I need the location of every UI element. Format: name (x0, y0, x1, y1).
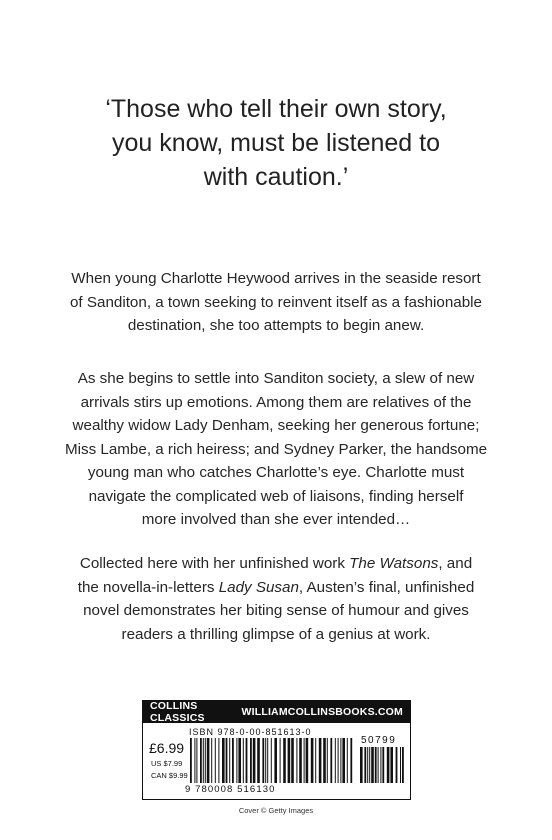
barcode-bar (360, 747, 363, 783)
barcode-bar (400, 747, 401, 783)
price-us: US $7.99 (151, 759, 183, 768)
barcode-bar (218, 738, 219, 783)
barcode-bar (274, 738, 277, 783)
barcode-bar (380, 747, 381, 783)
publisher-website: WILLIAMCOLLINSBOOKS.COM (241, 705, 403, 718)
quote-line: you know, must be listened to (112, 129, 440, 157)
barcode-bar (330, 738, 332, 783)
barcode-bar (382, 747, 384, 783)
barcode-bar (265, 738, 266, 783)
barcode-bar (375, 747, 377, 783)
barcode-bar (402, 747, 404, 783)
blurb-line: more involved than she ever intended… (141, 511, 411, 528)
barcode-bar (387, 747, 390, 783)
quote-line: ‘Those who tell their own story, (105, 95, 447, 123)
cover-quote (40, 92, 512, 194)
barcode-bar (371, 747, 374, 783)
barcode-bar (196, 738, 197, 783)
quote-line: with caution.’ (203, 163, 349, 191)
barcode-bar (311, 738, 314, 783)
blurb-line: navigate the complicated web of liaisons, finding herself (88, 487, 464, 505)
barcode-bar (299, 738, 302, 783)
blurb-line: readers a thrilling glimpse of a genius at work. (121, 625, 431, 643)
price-can: CAN $9.99 (151, 771, 188, 780)
barcode-bar (229, 738, 230, 783)
text-segment: the novella-in-letters (77, 578, 219, 596)
barcode-bar (338, 738, 339, 783)
barcode-bar (215, 738, 216, 783)
barcode-bar (250, 738, 252, 783)
blurb-line: As she begins to settle into Sanditon society, a slew of new (77, 370, 475, 387)
barcode-bar (232, 738, 234, 783)
barcode-bar (262, 738, 264, 783)
barcode-bar (367, 747, 368, 783)
barcode-bar (288, 738, 291, 783)
barcode-bar (205, 738, 206, 783)
barcode-bar (222, 738, 225, 783)
barcode-bar (194, 738, 195, 783)
barcode-bar (364, 747, 366, 783)
barcode-bar (236, 738, 237, 783)
barcode-bar (211, 738, 212, 783)
barcode-bar (350, 738, 352, 783)
blurb-paragraph-2 (36, 367, 516, 532)
blurb-line: young man who catches Charlotte’s eye. Charlotte must (87, 464, 465, 481)
barcode-bar (257, 738, 260, 783)
barcode-header (142, 700, 411, 723)
barcode-bar (323, 738, 326, 783)
ean-barcode (189, 738, 354, 783)
barcode-bar (390, 747, 393, 783)
barcode-bar (296, 738, 297, 783)
barcode-bar (190, 738, 192, 783)
blurb-line: arrivals stirs up emotions. Among them are relatives of the (80, 393, 472, 411)
barcode-bar (280, 738, 281, 783)
barcode-bar (327, 738, 328, 783)
blurb-paragraph-3 (36, 552, 516, 646)
blurb-line (36, 552, 516, 576)
blurb-line (36, 576, 516, 600)
blurb-paragraph-1 (36, 267, 516, 338)
text-segment: Collected here with her unfinished work (79, 555, 350, 572)
barcode-bar (203, 738, 204, 783)
blurb-line: of Sanditon, a town seeking to reinvent itself as a fashionable (69, 293, 482, 311)
barcode-bar (267, 738, 268, 783)
barcode-bar (238, 738, 241, 783)
blurb-line: wealthy widow Lady Denham, seeking her generous fortune; (72, 417, 480, 434)
barcode-bar (315, 738, 316, 783)
barcode-bar (306, 738, 309, 783)
price-uk: £6.99 (149, 740, 185, 756)
barcode-bar (340, 738, 341, 783)
addon-barcode (359, 747, 405, 783)
barcode-bar (304, 738, 305, 783)
barcode-bar (378, 747, 379, 783)
blurb-line: Miss Lambe, a rich heiress; and Sydney Parker, the handsome (64, 440, 488, 458)
barcode-bar (200, 738, 202, 783)
barcode-bar (246, 738, 248, 783)
barcode-bar (342, 738, 345, 783)
barcode-bar (207, 738, 210, 783)
ean-digits: 9 780008 516130 (185, 784, 276, 795)
barcode-bar (283, 738, 286, 783)
publisher-label: COLLINS CLASSICS (150, 699, 205, 724)
barcode-bar (369, 747, 370, 783)
blurb-line: destination, she too attempts to begin anew. (127, 317, 425, 334)
barcode-bar (396, 747, 398, 783)
addon-number: 50799 (361, 735, 397, 746)
barcode-panel (142, 700, 411, 800)
barcode-bar (347, 738, 348, 783)
barcode-bar (319, 738, 322, 783)
blurb-line: novel demonstrates her biting sense of humour and gives (83, 602, 469, 619)
isbn-text: ISBN 978-0-00-851613-0 (189, 727, 312, 737)
barcode-body (142, 723, 411, 800)
barcode-bar (291, 738, 294, 783)
book-title-the-watsons: The Watsons (349, 555, 439, 572)
barcode-bar (271, 738, 272, 783)
barcode-bar (335, 738, 336, 783)
cover-credit: Cover © Getty Images (238, 806, 314, 815)
barcode-bar (243, 738, 244, 783)
blurb-line: When young Charlotte Heywood arrives in the seaside resort (71, 270, 481, 287)
text-segment: , Austen’s final, unfinished (298, 578, 475, 596)
text-segment: , and (438, 555, 473, 572)
book-title-lady-susan: Lady Susan (218, 578, 299, 596)
barcode-bar (226, 738, 228, 783)
barcode-bar (253, 738, 256, 783)
